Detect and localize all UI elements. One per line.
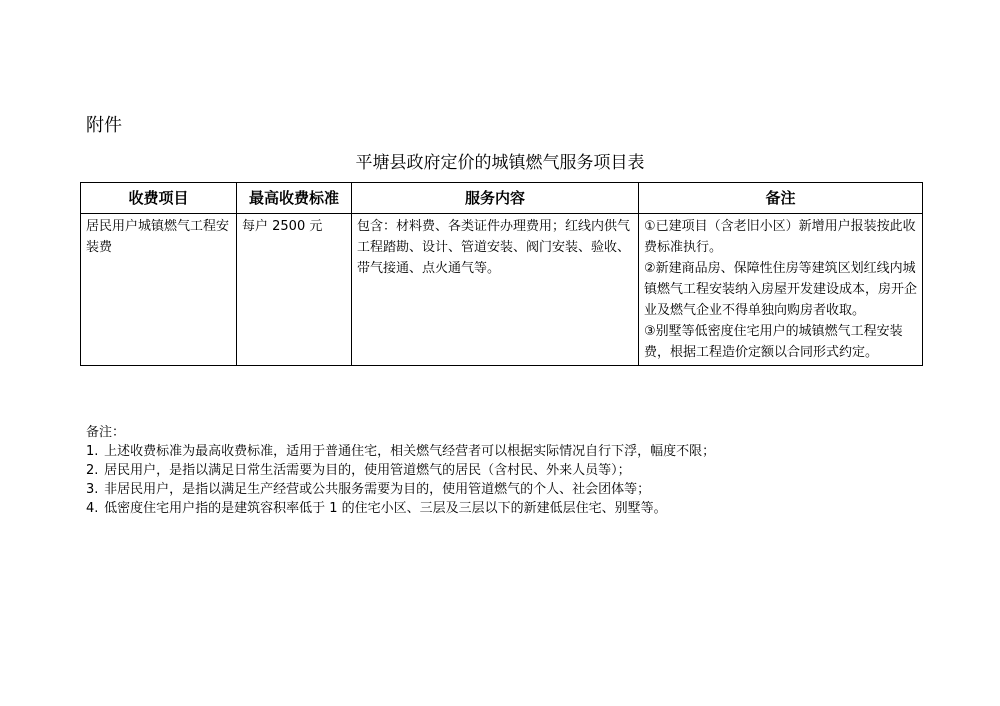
- note-item: [86, 461, 966, 480]
- document-title: 平塘县政府定价的城镇燃气服务项目表: [355, 153, 645, 173]
- remark-item: ①已建项目（含老旧小区）新增用户报装按此收费标准执行。: [644, 219, 916, 255]
- note-text: 非居民用户，是指以满足生产经营或公共服务需要为目的，使用管道燃气的个人、社会团体等；: [104, 482, 651, 497]
- remark-item: ②新建商品房、保障性住房等建筑区划红线内城镇燃气工程安装纳入房屋开发建设成本，房开企业及燃气企业不得单独向购房者收取。: [644, 261, 918, 318]
- note-number: 2.: [86, 463, 99, 478]
- note-text: 低密度住宅用户指的是建筑容积率低于 1 的住宅小区、三层及三层以下的新建低层住宅、别墅等。: [104, 501, 667, 516]
- fee-table: [80, 182, 923, 366]
- header-service-content: 服务内容: [352, 183, 639, 214]
- remark-item: ③别墅等低密度住宅用户的城镇燃气工程安装费，根据工程造价定额以合同形式约定。: [644, 324, 903, 360]
- table-header-row: [81, 183, 923, 214]
- note-text: 居民用户，是指以满足日常生活需要为目的，使用管道燃气的居民（含村民、外来人员等）；: [104, 463, 631, 478]
- header-fee-item: 收费项目: [81, 183, 237, 214]
- note-number: 4.: [86, 501, 99, 516]
- cell-remark: [639, 214, 923, 366]
- cell-max-standard: 每户 2500 元: [237, 214, 352, 366]
- table-row: [81, 214, 923, 366]
- cell-service-content: 包含：材料费、各类证件办理费用；红线内供气工程踏勘、设计、管道安装、阀门安装、验收、带气接通、点火通气等。: [352, 214, 639, 366]
- notes-section: [86, 423, 966, 518]
- attachment-label: 附件: [86, 115, 122, 136]
- note-number: 1.: [86, 444, 99, 459]
- note-item: [86, 442, 966, 461]
- notes-list: [86, 442, 966, 518]
- note-text: 上述收费标准为最高收费标准，适用于普通住宅，相关燃气经营者可以根据实际情况自行下浮，幅度不限；: [104, 444, 716, 459]
- note-number: 3.: [86, 482, 99, 497]
- header-remark: 备注: [639, 183, 923, 214]
- note-item: [86, 499, 966, 518]
- notes-heading: 备注：: [86, 425, 126, 440]
- note-item: [86, 480, 966, 499]
- cell-fee-item: 居民用户城镇燃气工程安装费: [81, 214, 237, 366]
- header-max-standard: 最高收费标准: [237, 183, 352, 214]
